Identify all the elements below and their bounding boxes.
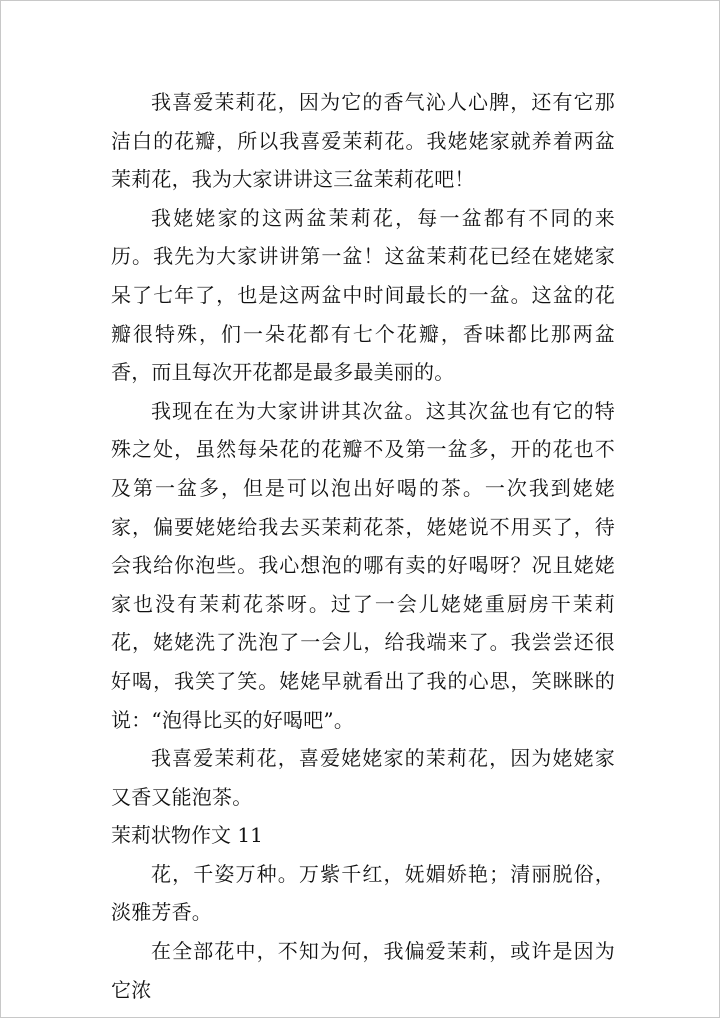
paragraph-4: 我喜爱茉莉花，喜爱姥姥家的茉莉花，因为姥姥家又香又能泡茶。 — [111, 746, 615, 809]
paragraph-2: 我姥姥家的这两盆茉莉花，每一盆都有不同的来历。我先为大家讲讲第一盆！这盆茉莉花已经在姥姥家呆了七年了，也是这两盆中时间最长的一盆。这盆的花瓣很特殊，们一朵花都有七个花瓣，香味都比那两盆香，而且每次开花都是最多最美丽的。 — [111, 205, 615, 385]
paragraph-1: 我喜爱茉莉花，因为它的香气沁人心脾，还有它那洁白的花瓣，所以我喜爱茉莉花。我姥姥家就养着两盆茉莉花，我为大家讲讲这三盆茉莉花吧！ — [111, 90, 615, 192]
paragraph-5: 花，千姿万种。万紫千红，妩媚娇艳；清丽脱俗，淡雅芳香。 — [111, 861, 615, 925]
section-heading: 茉莉状物作文 11 — [111, 823, 263, 848]
paragraph-3: 我现在在为大家讲讲其次盆。这其次盆也有它的特殊之处，虽然每朵花的花瓣不及第一盆多，开的花也不及第一盆多，但是可以泡出好喝的茶。一次我到姥姥家，偏要姥姥给我去买茉莉花茶，姥姥说不用买了，待会我给你泡些。我心想泡的哪有卖的好喝呀？况且姥姥家也没有茉莉花茶呀。过了一会儿姥姥重厨房干茉莉花，姥姥洗了洗泡了一会儿，给我端来了。我尝尝还很好喝，我笑了笑。姥姥早就看出了我的心思，笑眯眯的说：“泡得比买的好喝吧”。 — [111, 398, 615, 732]
paragraph-6: 在全部花中，不知为何，我偏爱茉莉，或许是因为它浓 — [111, 939, 615, 1002]
document-body — [111, 83, 615, 1009]
